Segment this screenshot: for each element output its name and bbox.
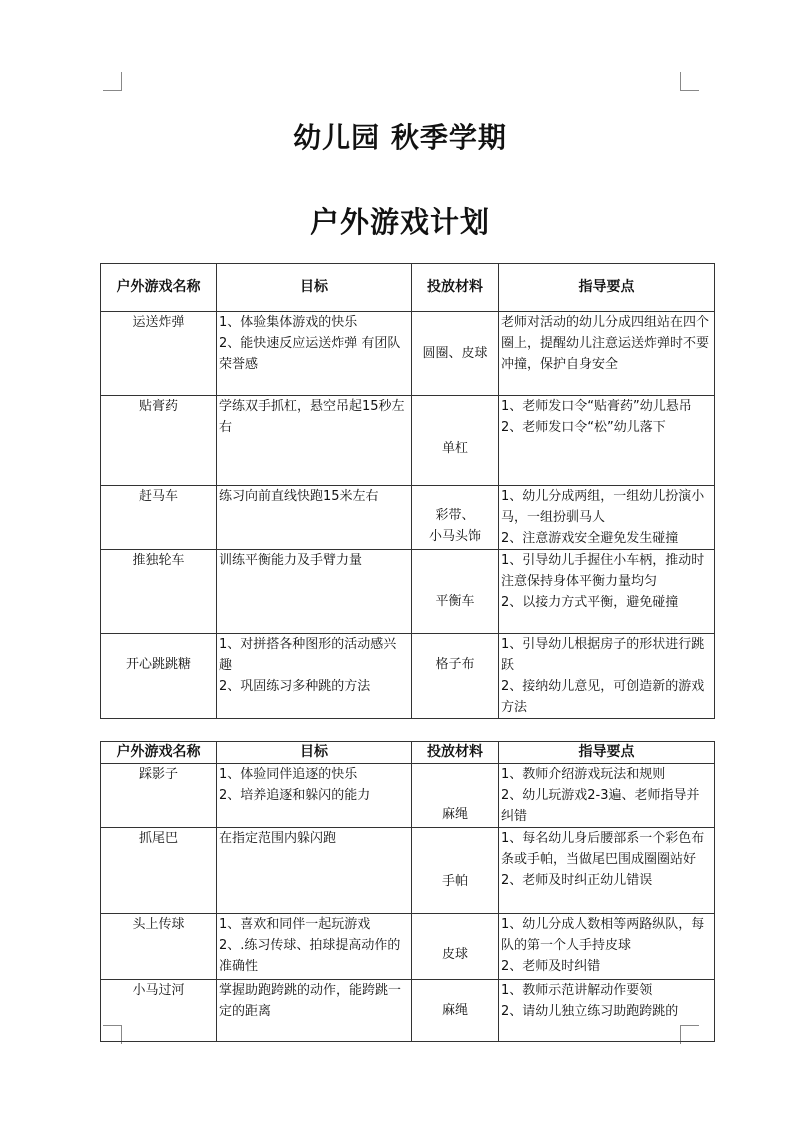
material-line: 麻绳 [441, 807, 468, 822]
header-material: 投放材料 [412, 264, 499, 312]
goal-line: 掌握助跑跨跳的动作，能跨跳一定的距离 [219, 983, 402, 1019]
table-row [101, 486, 715, 550]
goal-line: 2、能快速反应运送炸弹 有团队荣誉感 [219, 336, 401, 372]
material-line: 圆圈、皮球 [422, 346, 488, 361]
goal-line: 练习向前直线快跑15米左右 [219, 489, 379, 504]
document-title: 幼儿园 秋季学期 [293, 121, 507, 154]
table-row [101, 980, 715, 1042]
game-guidance [499, 764, 715, 828]
game-guidance [499, 634, 715, 719]
goal-line: 1、体验集体游戏的快乐 [219, 315, 358, 330]
guidance-line: 2、请幼儿独立练习助跑跨跳的 [501, 1004, 679, 1019]
game-plan-table-1 [100, 263, 715, 719]
material-line: 单杠 [441, 441, 468, 456]
table-row [101, 914, 715, 980]
table-row [101, 396, 715, 486]
table-row [101, 634, 715, 719]
game-goal [217, 486, 412, 550]
header-game-name: 户外游戏名称 [101, 264, 217, 312]
game-name: 小马过河 [101, 980, 217, 1042]
game-guidance [499, 396, 715, 486]
table-row [101, 828, 715, 914]
game-name: 运送炸弹 [101, 312, 217, 396]
game-name: 头上传球 [101, 914, 217, 980]
game-material [412, 828, 499, 914]
game-goal [217, 634, 412, 719]
goal-line: 1、喜欢和同伴一起玩游戏 [219, 917, 371, 932]
guidance-line: 2、接纳幼儿意见，可创造新的游戏方法 [501, 679, 705, 715]
table-header-row [101, 742, 715, 764]
guidance-line: 1、引导幼儿根据房子的形状进行跳跃 [501, 637, 705, 673]
guidance-line: 1、幼儿分成两组，一组幼儿扮演小马，一组扮驯马人 [501, 489, 705, 525]
game-guidance [499, 980, 715, 1042]
game-material [412, 980, 499, 1042]
header-goal: 目标 [217, 742, 412, 764]
goal-line: 在指定范围内躲闪跑 [219, 831, 337, 846]
goal-line: 1、对拼搭各种图形的活动感兴趣 [219, 637, 397, 673]
goal-line: 训练平衡能力及手臂力量 [219, 553, 363, 568]
guidance-line: 2、注意游戏安全避免发生碰撞 [501, 531, 679, 546]
game-material [412, 764, 499, 828]
table-row [101, 764, 715, 828]
game-material [412, 312, 499, 396]
game-goal [217, 980, 412, 1042]
guidance-line: 1、引导幼儿手握住小车柄，推动时注意保持身体平衡力量均匀 [501, 553, 705, 589]
game-name: 赶马车 [101, 486, 217, 550]
guidance-line: 老师对活动的幼儿分成四组站在四个圈上，提醒幼儿注意运送炸弹时不要冲撞，保护自身安全 [501, 315, 710, 372]
game-name: 推独轮车 [101, 550, 217, 634]
game-guidance [499, 312, 715, 396]
game-guidance [499, 486, 715, 550]
game-name: 抓尾巴 [101, 828, 217, 914]
goal-line: 2、培养追逐和躲闪的能力 [219, 788, 371, 803]
guidance-line: 1、教师示范讲解动作要领 [501, 983, 653, 998]
goal-line: 学练双手抓杠，悬空吊起15秒左右 [219, 399, 405, 435]
material-line: 小马头饰 [428, 529, 481, 544]
guidance-line: 1、幼儿分成人数相等两路纵队，每队的第一个人手持皮球 [501, 917, 705, 953]
material-line: 皮球 [441, 947, 468, 962]
corner-mark-top-left [103, 72, 122, 91]
goal-line: 2、巩固练习多种跳的方法 [219, 679, 371, 694]
table-row [101, 312, 715, 396]
game-guidance [499, 550, 715, 634]
material-line: 平衡车 [435, 594, 475, 609]
corner-mark-top-right [680, 72, 699, 91]
header-guidance: 指导要点 [499, 742, 715, 764]
header-material: 投放材料 [412, 742, 499, 764]
game-goal [217, 764, 412, 828]
goal-line: 2、.练习传球、拍球提高动作的准确性 [219, 938, 401, 974]
guidance-line: 2、老师及时纠错 [501, 959, 601, 974]
table-row [101, 550, 715, 634]
game-material [412, 914, 499, 980]
game-goal [217, 550, 412, 634]
game-plan-table-2 [100, 741, 715, 1042]
document-subtitle: 户外游戏计划 [309, 205, 490, 239]
game-guidance [499, 828, 715, 914]
game-material [412, 550, 499, 634]
game-goal [217, 312, 412, 396]
material-line: 格子布 [435, 657, 475, 672]
game-material [412, 634, 499, 719]
guidance-line: 2、老师及时纠正幼儿错误 [501, 873, 653, 888]
game-guidance [499, 914, 715, 980]
goal-line: 1、体验同伴追逐的快乐 [219, 767, 358, 782]
game-goal [217, 914, 412, 980]
guidance-line: 2、幼儿玩游戏2-3遍、老师指导并纠错 [501, 788, 700, 824]
guidance-line: 2、以接力方式平衡，避免碰撞 [501, 595, 679, 610]
guidance-line: 1、老师发口令“贴膏药”幼儿悬吊 [501, 399, 692, 414]
header-goal: 目标 [217, 264, 412, 312]
header-guidance: 指导要点 [499, 264, 715, 312]
game-name: 踩影子 [101, 764, 217, 828]
game-goal [217, 396, 412, 486]
game-material [412, 396, 499, 486]
game-goal [217, 828, 412, 914]
guidance-line: 1、每名幼儿身后腰部系一个彩色布条或手帕，当做尾巴围成圈圈站好 [501, 831, 705, 867]
material-line: 彩带、 [435, 508, 475, 523]
material-line: 手帕 [441, 874, 468, 889]
guidance-line: 1、教师介绍游戏玩法和规则 [501, 767, 666, 782]
material-line: 麻绳 [441, 1003, 468, 1018]
guidance-line: 2、老师发口令“松”幼儿落下 [501, 420, 666, 435]
game-name: 贴膏药 [101, 396, 217, 486]
table-header-row [101, 264, 715, 312]
header-game-name: 户外游戏名称 [101, 742, 217, 764]
game-material [412, 486, 499, 550]
game-name: 开心跳跳糖 [101, 634, 217, 719]
